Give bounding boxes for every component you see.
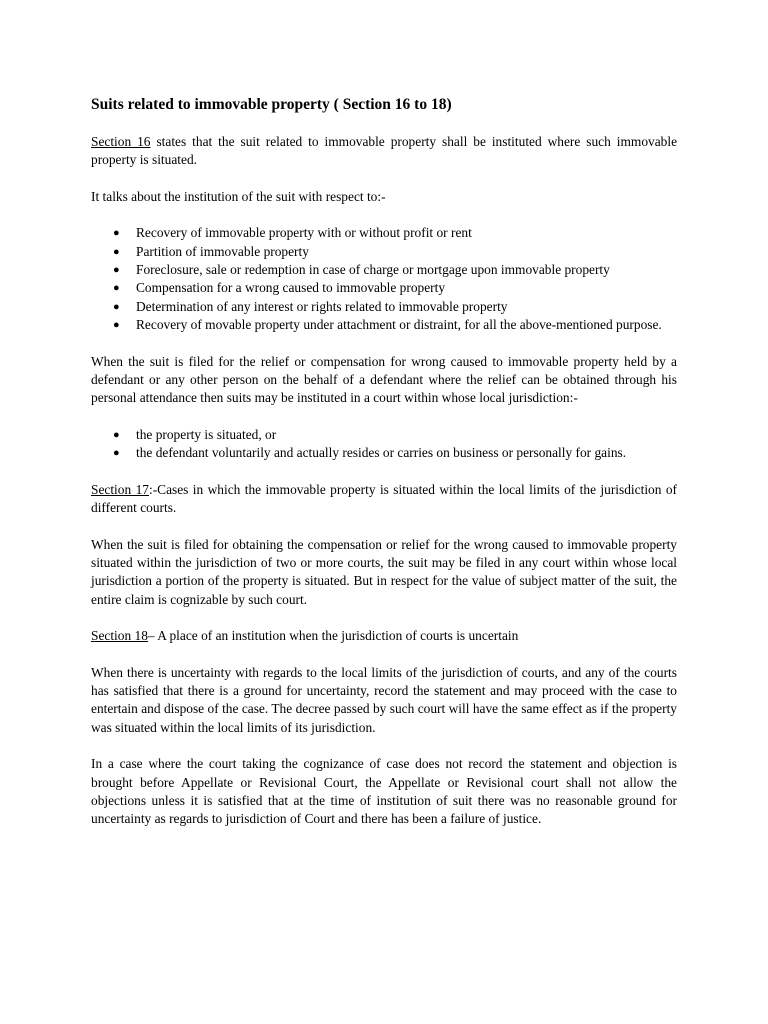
section-17-link[interactable]: Section 17 [91, 481, 149, 497]
section-16-link[interactable]: Section 16 [91, 134, 151, 149]
list-item: ● Foreclosure, sale or redemption in case of charge or mortgage upon immovable property [91, 261, 677, 279]
list-item: ● the property is situated, or [91, 426, 677, 444]
list-item: ● Recovery of immovable property with or without profit or rent [91, 224, 677, 242]
jurisdiction-list [91, 426, 677, 463]
section-18-paragraph [91, 627, 677, 645]
uncertainty-paragraph: When there is uncertainty with regards to the local limits of the jurisdiction of courts, and any of the courts has satisfied that there is a ground for uncertainty, record the statement and may proceed with the case to entertain and dispose of the case. The decree passed by such court will have the same effect as if the property was situated within the local limits of its jurisdiction. [91, 664, 677, 735]
list-item: ● Recovery of movable property under attachment or distraint, for all the above-mentioned purpose. [91, 316, 677, 334]
bullet-icon: ● [113, 227, 120, 240]
section-17-detail-paragraph: When the suit is filed for obtaining the compensation or relief for the wrong caused to immovable property situated within the jurisdiction of two or more courts, the suit may be filed in any court within whose local jurisdiction a portion of the property is situated. But in respect for the value of subject matter of the suit, the entire claim is cognizable by such court. [91, 536, 677, 607]
list-item: ● Partition of immovable property [91, 243, 677, 261]
bullet-icon: ● [113, 300, 120, 313]
bullet-icon: ● [113, 428, 120, 441]
list-item: ● the defendant voluntarily and actually resides or carries on business or personally for gains. [91, 444, 677, 462]
bullet-icon: ● [113, 282, 120, 295]
bullet-icon: ● [113, 447, 120, 460]
section-16-paragraph [91, 133, 677, 170]
institution-list [91, 224, 677, 334]
section-16-text: states that the suit related to immovable property shall be instituted where such immovable property is situated. [91, 134, 678, 168]
appellate-paragraph: In a case where the court taking the cognizance of case does not record the statement and objection is brought before Appellate or Revisional Court, the Appellate or Revisional court shall not allow the objections unless it is satisfied that at the time of institution of suit there was no reasonable ground for uncertainty as regards to jurisdiction of Court and there has been a failure of justice. [91, 756, 677, 827]
list-item: ● Determination of any interest or rights related to immovable property [91, 298, 677, 316]
bullet-icon: ● [113, 245, 120, 258]
section-17-text: :-Cases in which the immovable property is situated within the local limits of the jurisdiction of different courts. [91, 481, 677, 516]
bullet-icon: ● [113, 264, 120, 277]
document-title: Suits related to immovable property ( Section 16 to 18) [91, 96, 452, 113]
document-body [91, 95, 677, 829]
section-18-text: – A place of an institution when the jurisdiction of courts is uncertain [147, 628, 519, 644]
bullet-icon: ● [113, 319, 120, 332]
relief-paragraph: When the suit is filed for the relief or compensation for wrong caused to immovable property held by a defendant or any other person on the behalf of a defendant where the relief can be obtained through his personal attendance then suits may be instituted in a court within whose local jurisdiction:- [91, 353, 677, 406]
list-item: ● Compensation for a wrong caused to immovable property [91, 279, 677, 297]
section-17-paragraph [91, 481, 677, 518]
intro-paragraph: It talks about the institution of the suit with respect to:- [91, 188, 386, 204]
section-18-link[interactable]: Section 18 [91, 628, 148, 644]
